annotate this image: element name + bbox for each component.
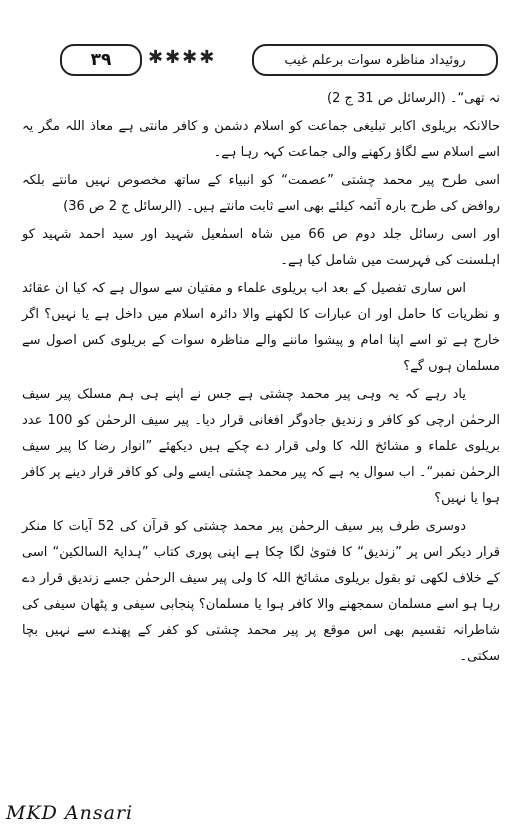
signature-watermark: MKD Ansari [6,802,134,824]
running-title [252,44,498,76]
page-number [60,44,142,76]
page-number-text: ۳۹ [90,50,112,70]
page-body [22,86,500,672]
paragraph: یاد رہے کہ یہ وہی پیر محمد چشتی ہے جس نے اپنے ہی ہم مسلک پیر سیف الرحمٰن ارچی کو کافر و زندیق جادوگر افغانی قرار دیا۔ پیر سیف الرحمٰن کو 100 عدد بریلوی علماء و مشائخ اللہ کا ولی قرار دے چکے ہیں دیکھئے ”انوار رضا کا پیر سیف الرحمٰن نمبر“۔ اب سوال یہ ہے کہ پیر محمد چشتی ایسے ولی کو کافر قرار دینے پر کافر ہوا یا نہیں؟ [22,387,500,506]
paragraph: حالانکہ بریلوی اکابر تبلیغی جماعت کو اسلام دشمن و کافر مانتی ہے معاذ اللہ مگر یہ اسے اسلام سے لگاؤ رکھنے والی جماعت کہہ رہا ہے۔ [22,119,500,160]
paragraph: اور اسی رسائل جلد دوم ص 66 میں شاہ اسمٰعیل شہید اور سید احمد شہید کو اہلسنت کی فہرست میں شامل کیا ہے۔ [22,227,500,268]
header-ornament-icon: ✱✱✱✱ [148,47,217,68]
paragraph: اس ساری تفصیل کے بعد اب بریلوی علماء و مفتیان سے سوال ہے کہ کیا ان عقائد و نظریات کا حامل اور ان عبارات کا لکھنے والا دائرہ اسلام میں داخل ہے یا نہیں؟ اگر خارج ہے تو اسے اپنا امام و پیشوا ماننے والے مناظرہ سوات کے بریلوی کس اصول سے مسلمان ہوں گے؟ [22,281,500,374]
paragraph: اسی طرح پیر محمد چشتی ”عصمت“ کو انبیاء کے ساتھ مخصوص نہیں مانتے بلکہ روافض کی طرح بارہ آئمہ کیلئے بھی اسے ثابت مانتے ہیں۔ (الرسائل ج 2 ص 36) [22,173,500,214]
paragraph: دوسری طرف پیر سیف الرحمٰن پیر محمد چشتی کو قرآن کی 52 آیات کا منکر قرار دیکر اس پر ”زندیق“ کا فتویٰ لگا چکا ہے اپنی پوری کتاب ”ہدایۃ السالکین“ اسی کے خلاف لکھی تو بقول بریلوی مشائخ اللہ کا ولی پیر سیف الرحمٰن جسے زندیق قرار دے رہا ہو اسے مسلمان سمجھنے والا کافر ہوا یا مسلمان؟ پنجابی سیفی و پٹھان سیفی کی شاطرانہ تقسیم بھی اس موقع پر پیر محمد چشتی کو کفر کے پھندے سے نہیں بچا سکتی۔ [22,519,500,664]
page-header [22,40,502,78]
paragraph-citation: نہ تھی“۔ (الرسائل ص 31 ج 2) [327,91,500,106]
running-title-text: روئیداد مناظرہ سوات برعلم غیب [284,52,466,68]
